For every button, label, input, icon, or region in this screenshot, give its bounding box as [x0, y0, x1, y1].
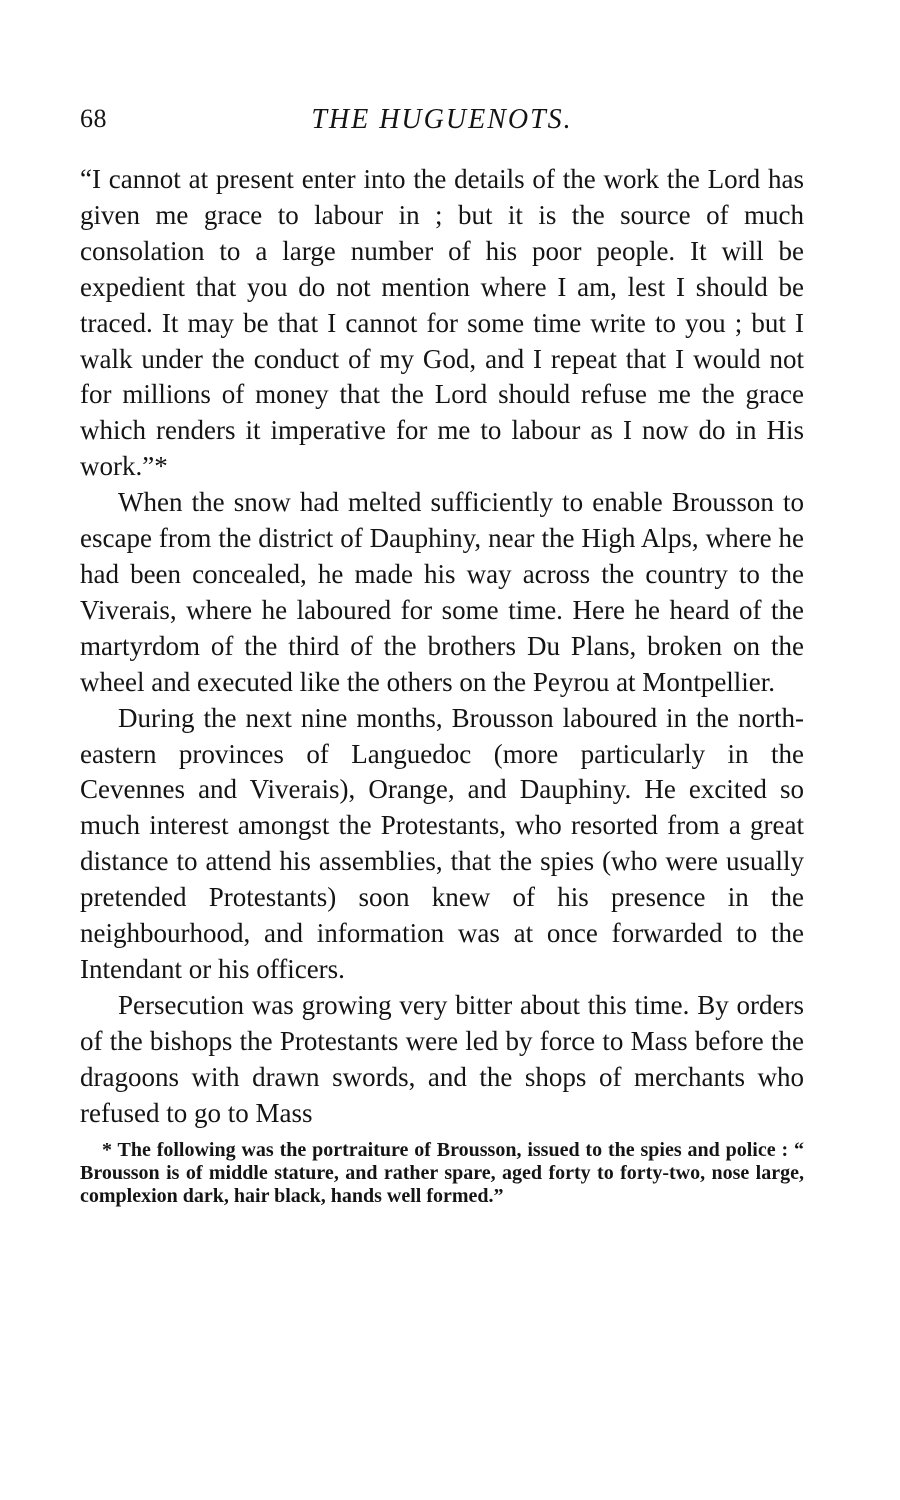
paragraph-persecution: Persecution was growing very bitter about this time. By orders of the bishops the Protestants were led by force to Mass before the dragoons with drawn swords, and the shops of merchants who refused to go to Mass — [80, 989, 804, 1128]
paragraph-labours: During the next nine months, Brousson laboured in the north-eastern provinces of Languedoc (more particularly in the Cevennes and Viverais), Orange, and Dauphiny. He excited so much interest amongst the Protestants, who resorted from a great distance to attend his assemblies, that the spies (who were usually pretended Protestants) soon knew of his presence in the neighbourhood, and information was at once forwarded to the Intendant or his officers. — [80, 702, 804, 984]
paragraph-letter-quote: “I cannot at present enter into the details of the work the Lord has given me grace to labour in ; but it is the source of much consolation to a large number of his poor people. It will be expedient that you do not mention where I am, lest I should be traced. It may be that I cannot for some time write to you ; but I walk under the conduct of my God, and I repeat that I would not for millions of money that the Lord should refuse me the grace which renders it imperative for me to labour as I now do in His work.”* — [80, 164, 804, 482]
running-title: THE HUGUENOTS. — [311, 104, 573, 135]
body-text — [80, 162, 804, 1131]
paragraph-escape: When the snow had melted sufficiently to enable Brousson to escape from the district of Dauphiny, near the High Alps, where he had been concealed, he made his way across the country to the Viverais, where he laboured for some time. Here he heard of the martyrdom of the third of the brothers Du Plans, broken on the wheel and executed like the others on the Peyrou at Montpellier. — [80, 487, 804, 697]
page-number: 68 — [80, 104, 107, 133]
footnote: * The following was the portraiture of Brousson, issued to the spies and police : “ Brousson is of middle stature, and rather spare, aged forty to forty-two, nose large, complexion dark, hair black, hands well formed.” — [80, 1139, 804, 1208]
running-head — [80, 104, 804, 144]
